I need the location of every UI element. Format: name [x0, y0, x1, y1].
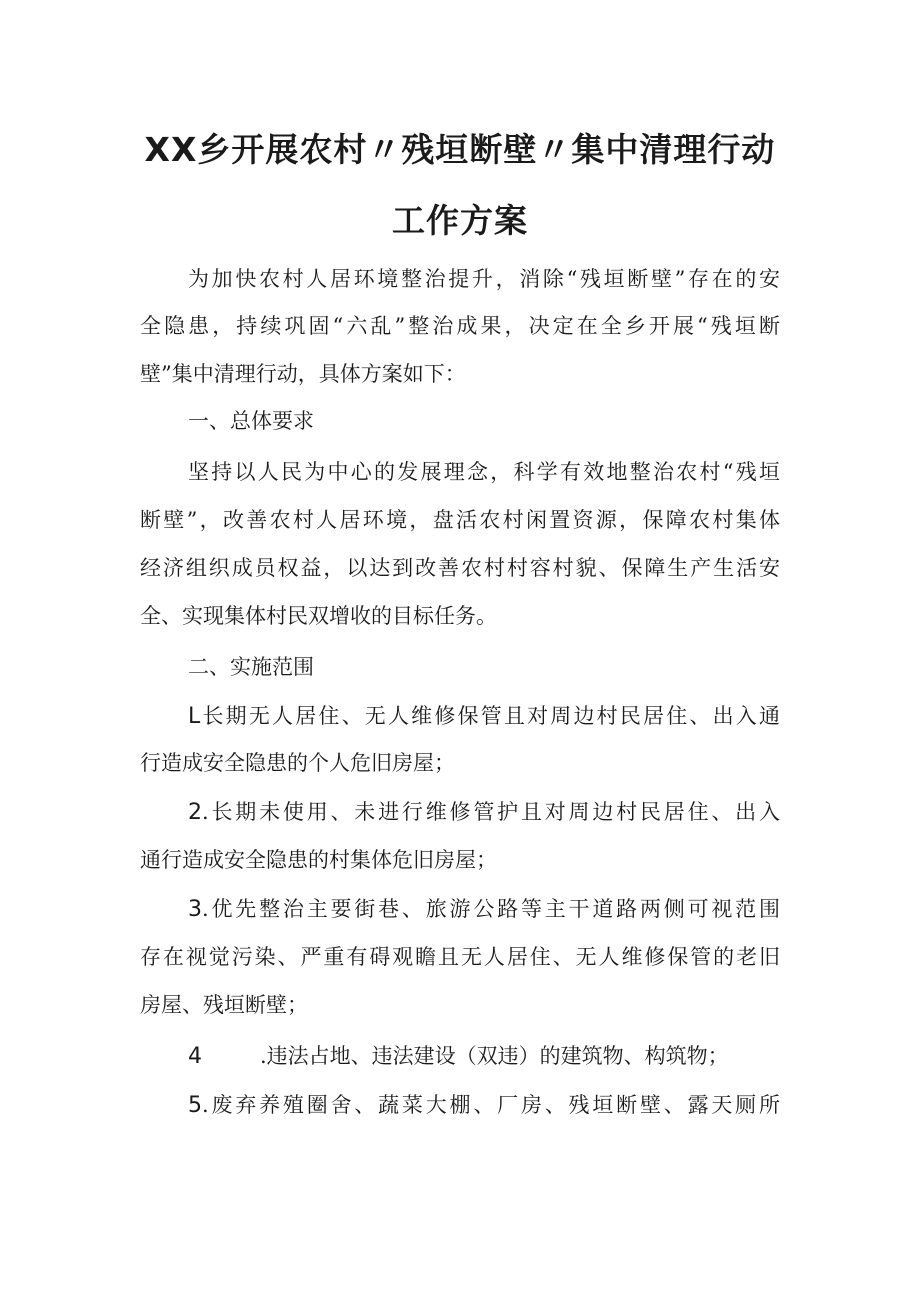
list-item-2-line-1: [188, 795, 780, 829]
section1-heading: 一、总体要求: [188, 409, 314, 433]
intro-line-3: 壁”集中清理行动，具体方案如下：: [140, 362, 466, 386]
list-item-1-line-2: 行造成安全隐患的个人危旧房屋；: [140, 751, 455, 775]
section1-line-2: 断壁”，改善农村人居环境，盘活农村闲置资源，保障农村集体: [140, 508, 780, 532]
list-item-3-text: .优先整治主要街巷、旅游公路等主干道路两侧可视范围: [202, 897, 780, 921]
section1-line-1: 坚持以人民为中心的发展理念，科学有效地整治农村“残垣: [188, 460, 780, 484]
section2-heading: 二、实施范围: [188, 655, 314, 679]
list-item-3-line-2: 存在视觉污染、严重有碍观瞻且无人居住、无人维修保管的老旧: [140, 945, 780, 969]
list-item-1-text: 长期无人居住、无人维修保管且对周边村民居住、出入通: [200, 704, 780, 728]
list-item-5-text: .废弃养殖圈舍、蔬菜大棚、厂房、残垣断壁、露天厕所: [202, 1093, 780, 1117]
list-item-4-line-1: [188, 1039, 780, 1073]
list-item-5-marker: 5: [188, 1093, 202, 1118]
section1-line-4: 全、实现集体村民双增收的目标任务。: [140, 604, 497, 628]
list-item-1-line-1: [188, 699, 780, 733]
list-item-2-line-2: 通行造成安全隐患的村集体危旧房屋；: [140, 848, 497, 872]
list-item-1-marker: L: [188, 704, 201, 729]
document-title-line-2: 工作方案: [392, 201, 528, 240]
list-item-3-line-1: [188, 892, 780, 926]
section1-line-3: 经济组织成员权益，以达到改善农村村容村貌、保障生产生活安: [140, 556, 780, 580]
list-item-3-marker: 3: [188, 897, 202, 922]
list-item-4-marker: 4: [188, 1044, 202, 1069]
list-item-3-line-3: 房屋、残垣断壁；: [140, 993, 308, 1017]
document-title-line-1: XX乡开展农村〃残垣断壁〃集中清理行动: [144, 130, 776, 169]
intro-line-1: 为加快农村人居环境整治提升，消除“残垣断壁”存在的安: [188, 267, 780, 291]
list-item-2-text: .长期未使用、未进行维修管护且对周边村民居住、出入: [202, 800, 780, 824]
list-item-5-line-1: [188, 1088, 780, 1122]
list-item-4-text: .违法占地、违法建设（双违）的建筑物、构筑物；: [260, 1044, 729, 1068]
list-item-2-marker: 2: [188, 800, 202, 825]
intro-line-2: 全隐患，持续巩固“六乱”整治成果，决定在全乡开展“残垣断: [140, 314, 780, 338]
